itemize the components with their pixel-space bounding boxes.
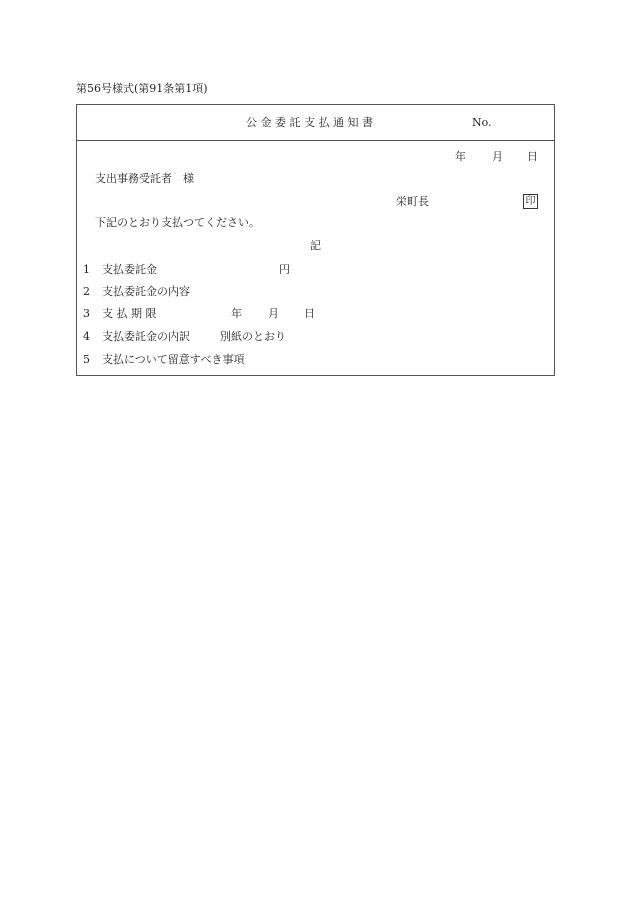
item-number: 3 [83, 307, 90, 320]
item-label: 支 払 期 限 [102, 307, 157, 320]
item-number: 1 [83, 263, 90, 276]
ki-heading: 記 [310, 239, 321, 252]
item-number: 2 [83, 285, 90, 298]
deadline-year-label: 年 [231, 307, 242, 320]
deadline-month-label: 月 [268, 307, 279, 320]
header-divider [77, 140, 554, 141]
item-label: 支払委託金の内容 [102, 285, 190, 298]
amount-unit: 円 [279, 263, 290, 276]
deadline-day-label: 日 [304, 307, 315, 320]
date-month-label: 月 [492, 150, 503, 163]
item-number: 4 [83, 330, 90, 343]
document-number-label: No. [472, 116, 492, 129]
item-number: 5 [83, 353, 90, 366]
form-title: 公 金 委 託 支 払 通 知 書 [246, 116, 373, 129]
date-year-label: 年 [455, 150, 466, 163]
addressee: 支出事務受託者 様 [95, 172, 194, 185]
seal-mark: 印 [523, 194, 538, 209]
form-number: 第56号様式(第91条第1項) [76, 82, 208, 95]
date-day-label: 日 [527, 150, 538, 163]
item-label: 支払委託金の内訳 [102, 330, 190, 343]
breakdown-note: 別紙のとおり [220, 330, 286, 343]
sender-name: 栄町長 [396, 195, 429, 208]
instruction-text: 下記のとおり支払つてください。 [95, 216, 260, 229]
item-label: 支払委託金 [102, 263, 157, 276]
item-label: 支払について留意すべき事項 [102, 353, 245, 366]
